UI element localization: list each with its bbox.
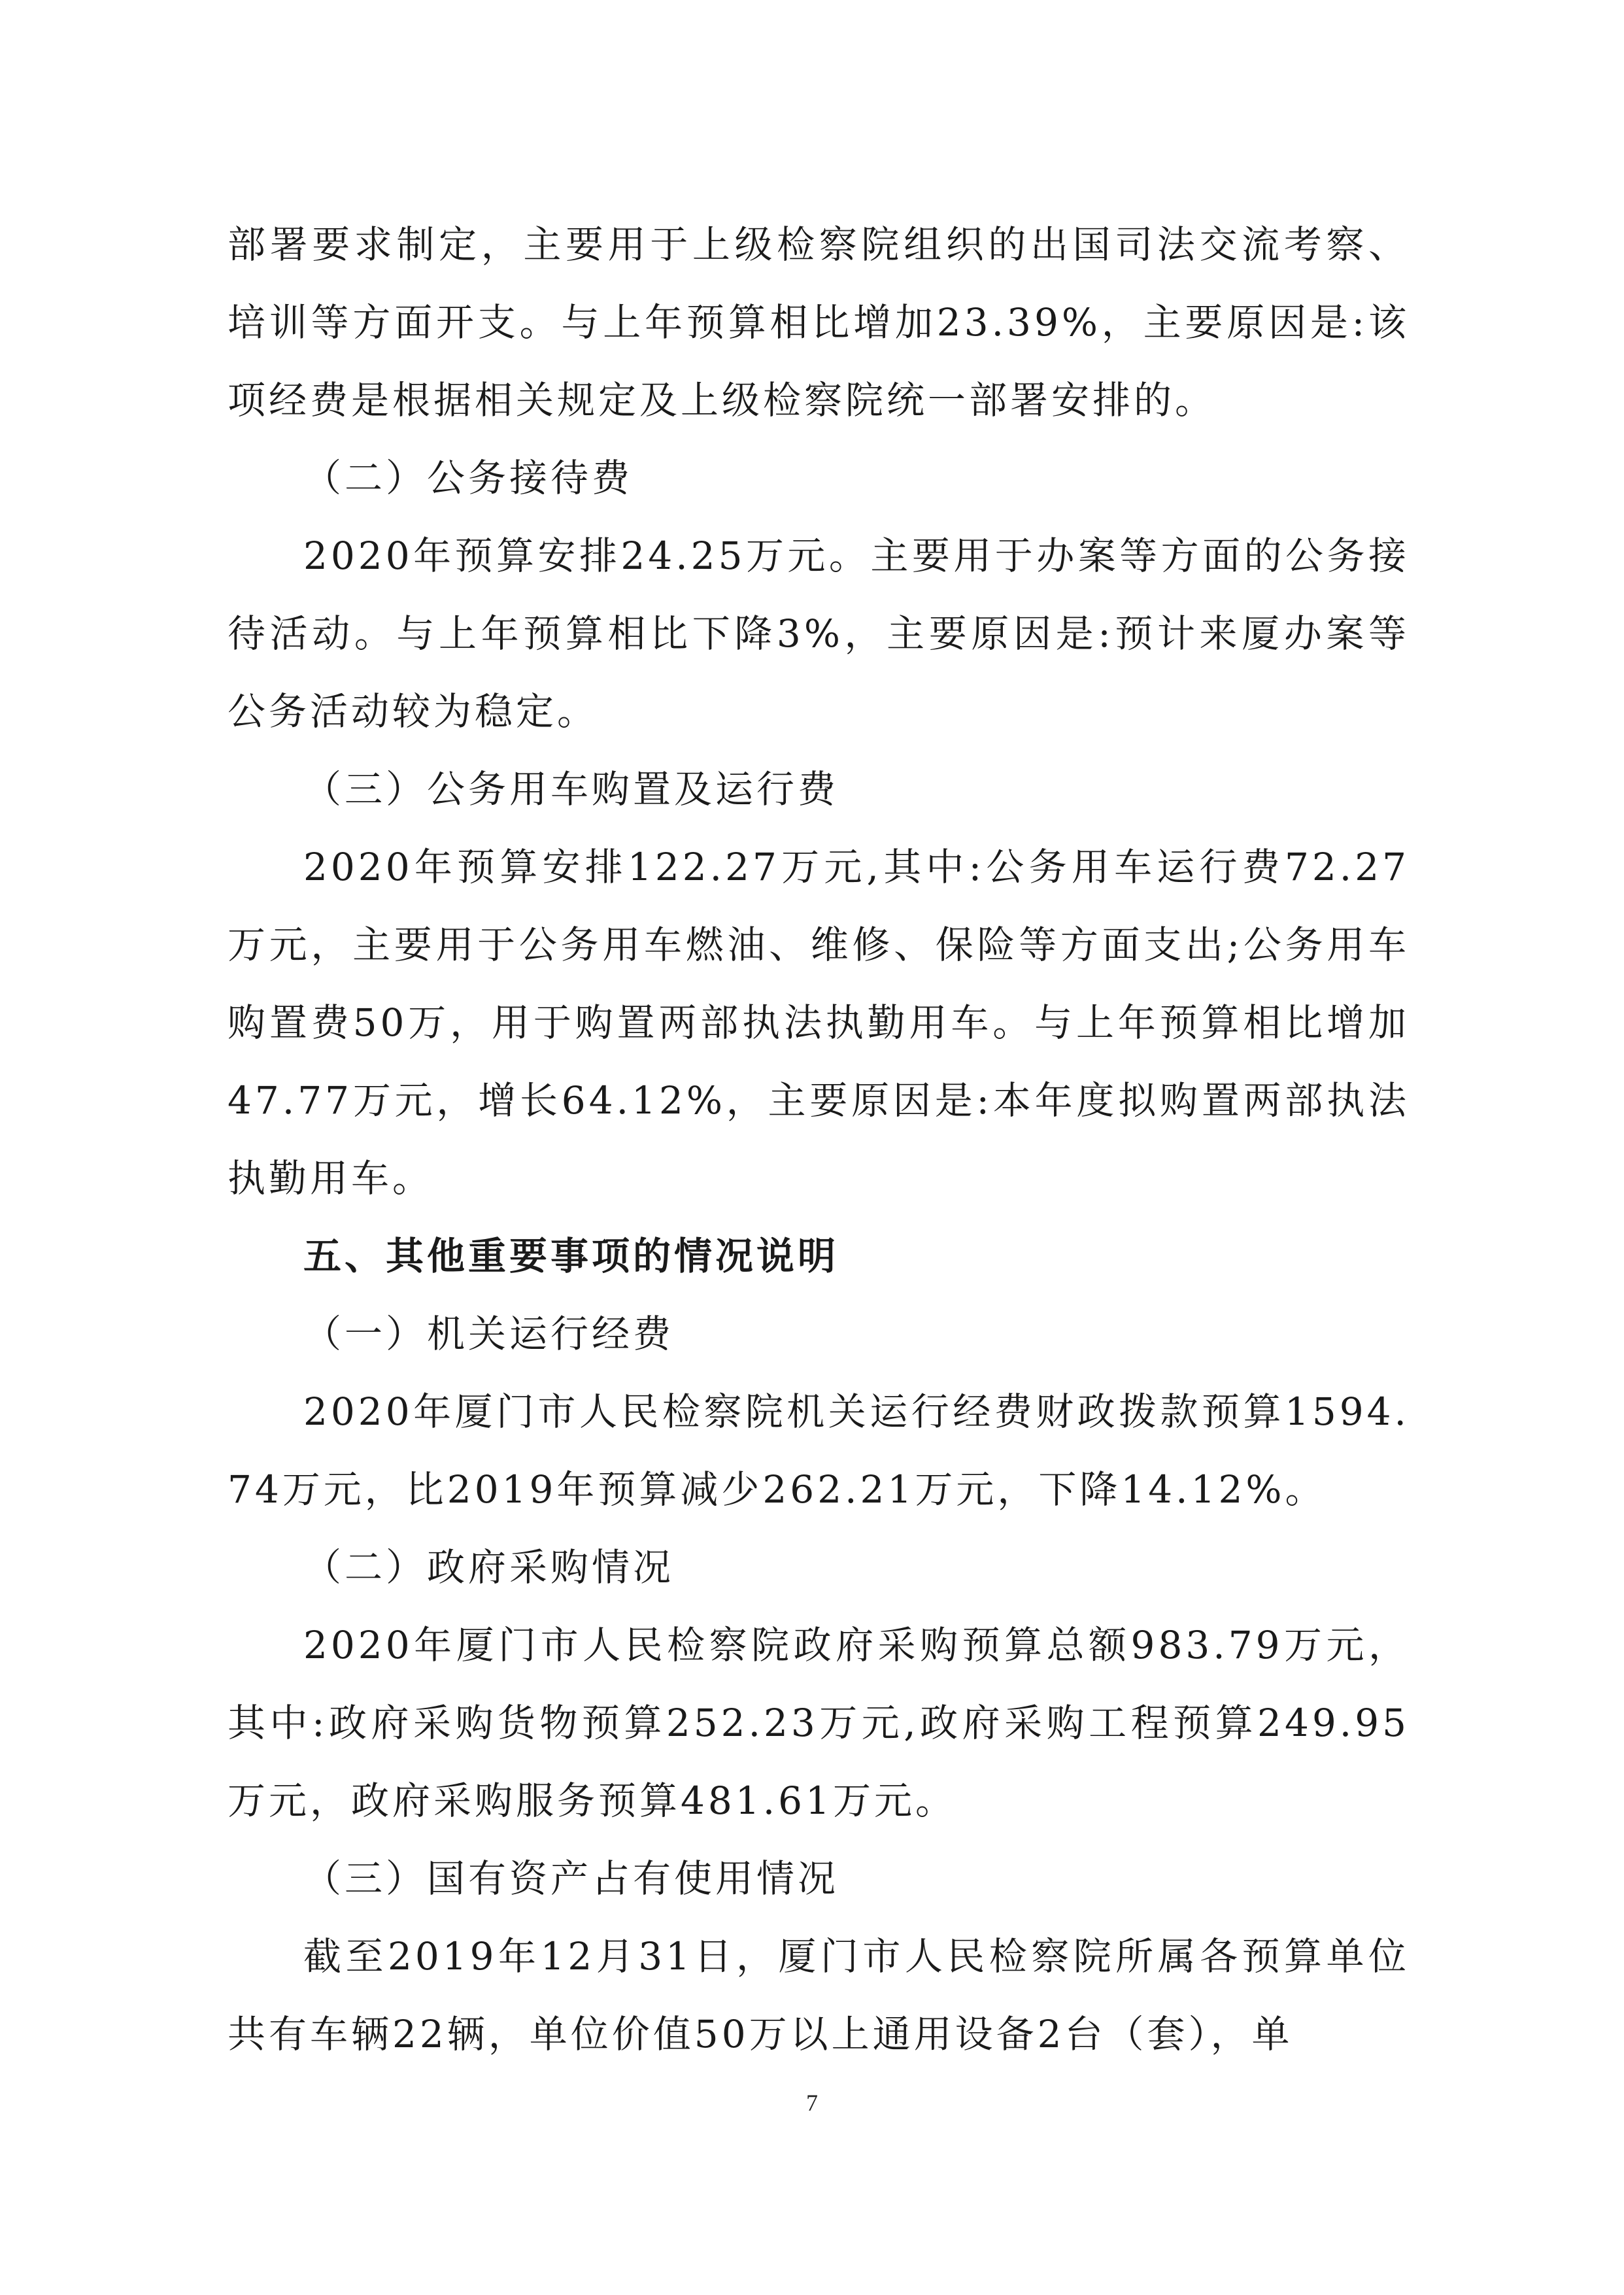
document-body <box>228 206 1410 2073</box>
section-heading-other-matters: 五、其他重要事项的情况说明 <box>303 1234 839 1278</box>
paragraph-operating-expenses: 2020年厦门市人民检察院机关运行经费财政拨款预算1594.74万元，比2019年预算减少262.21万元，下降14.12%。 <box>228 1389 1410 1512</box>
paragraph-government-procurement: 2020年厦门市人民检察院政府采购预算总额983.79万元，其中:政府采购货物预算252.23万元,政府采购工程预算249.95万元，政府采购服务预算481.61万元。 <box>228 1623 1410 1823</box>
subheading-state-assets: （三）国有资产占有使用情况 <box>303 1856 839 1901</box>
subheading-government-procurement: （二）政府采购情况 <box>303 1545 675 1590</box>
paragraph-overseas-expenses-continued: 部署要求制定，主要用于上级检察院组织的出国司法交流考察、培训等方面开支。与上年预算相比增加23.39%，主要原因是:该项经费是根据相关规定及上级检察院统一部署安排的。 <box>228 222 1410 422</box>
page-number: 7 <box>806 2090 818 2116</box>
subheading-official-reception: （二）公务接待费 <box>303 456 634 500</box>
paragraph-state-assets: 截至2019年12月31日，厦门市人民检察院所属各预算单位共有车辆22辆，单位价值50万以上通用设备2台（套），单 <box>228 1934 1410 2056</box>
paragraph-official-reception: 2020年预算安排24.25万元。主要用于办案等方面的公务接待活动。与上年预算相比下降3%，主要原因是:预计来厦办案等公务活动较为稳定。 <box>228 534 1410 734</box>
subheading-official-vehicles: （三）公务用车购置及运行费 <box>303 767 839 811</box>
subheading-operating-expenses: （一）机关运行经费 <box>303 1312 675 1356</box>
paragraph-official-vehicles: 2020年预算安排122.27万元,其中:公务用车运行费72.27万元，主要用于公务用车燃油、维修、保险等方面支出;公务用车购置费50万，用于购置两部执法执勤用车。与上年预算相比增加47.77万元，增长64.12%，主要原因是:本年度拟购置两部执法执勤用车。 <box>228 845 1410 1200</box>
